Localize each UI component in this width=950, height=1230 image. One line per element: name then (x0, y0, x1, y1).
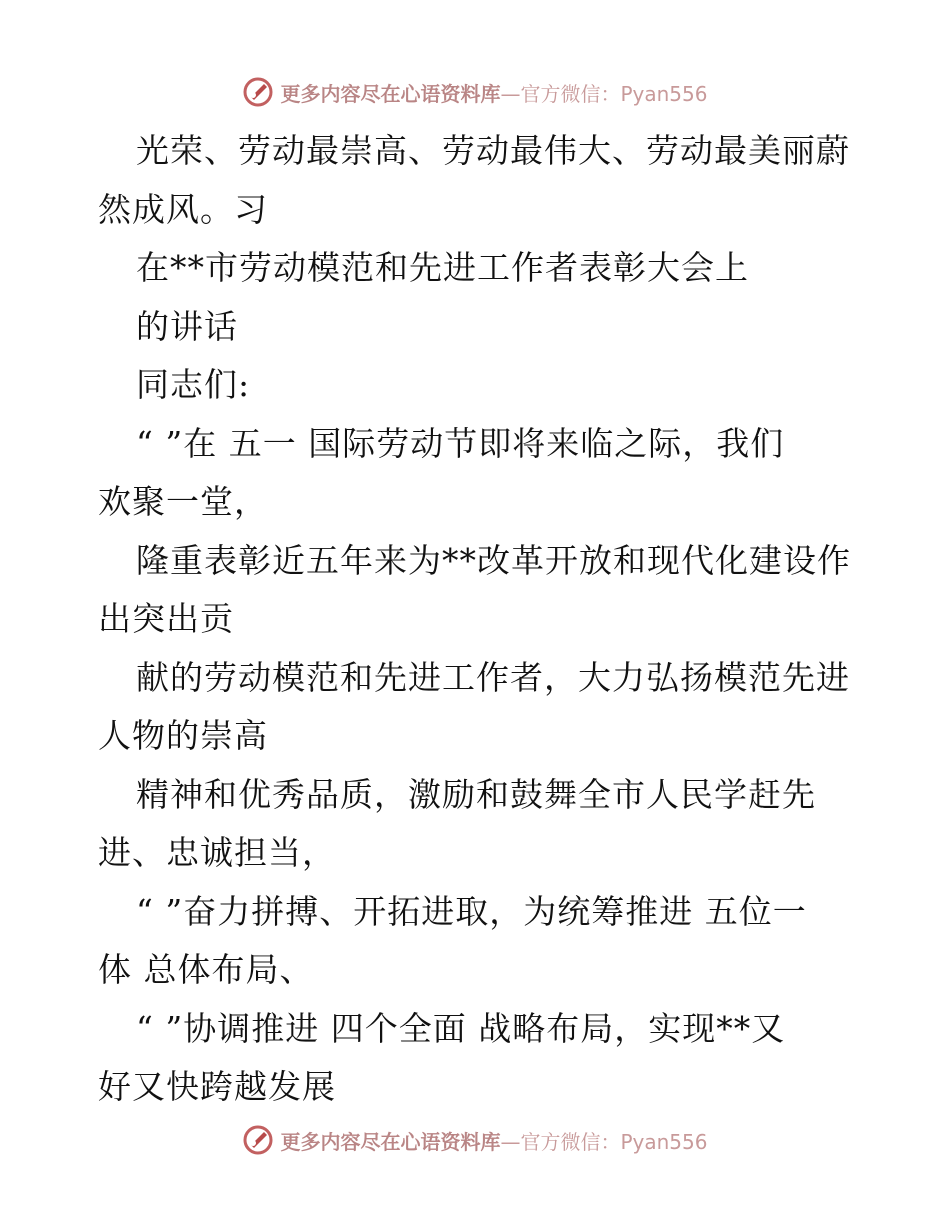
text-line: 献的劳动模范和先进工作者，大力弘扬模范先进 (136, 657, 850, 697)
text-line: 出突出贡 (98, 599, 234, 638)
watermark-text (280, 1126, 707, 1155)
speech-title-line: 在**市劳动模范和先进工作者表彰大会上 (136, 248, 749, 287)
seal-logo-icon (242, 76, 274, 108)
speech-title-line: 的讲话 (136, 306, 238, 346)
text-line: 欢聚一堂， (98, 482, 268, 521)
text-line: 进、忠诚担当， (98, 833, 336, 872)
text-line: 然成风。习 (98, 189, 268, 229)
text-line: “ ”奋力拼搏、开拓进取，为统筹推进 五位一 (136, 891, 807, 931)
watermark-secondary-text: —官方微信：Pyan556 (500, 1129, 708, 1154)
watermark-main-text: 更多内容尽在心语资料库 (280, 1129, 501, 1154)
watermark-main-text: 更多内容尽在心语资料库 (280, 81, 501, 106)
text-line: 精神和优秀品质，激励和鼓舞全市人民学赶先 (136, 774, 816, 814)
text-line: “ ”在 五一 国际劳动节即将来临之际，我们 (136, 423, 785, 463)
footer-watermark (0, 1120, 950, 1160)
text-line: “ ”协调推进 四个全面 战略布局，实现**又 (136, 1008, 786, 1048)
header-watermark (0, 72, 950, 112)
text-line: 体 总体布局、 (98, 950, 314, 989)
text-line: 好又快跨越发展 (98, 1067, 336, 1106)
text-line: 人物的崇高 (98, 716, 268, 755)
text-line: 光荣、劳动最崇高、劳动最伟大、劳动最美丽蔚 (136, 131, 850, 170)
document-body (98, 122, 858, 1117)
watermark-secondary-text: —官方微信：Pyan556 (500, 81, 708, 106)
watermark-text (280, 78, 707, 107)
text-line: 隆重表彰近五年来为**改革开放和现代化建设作 (136, 540, 851, 580)
seal-logo-icon (242, 1124, 274, 1156)
salutation: 同志们: (136, 365, 251, 404)
